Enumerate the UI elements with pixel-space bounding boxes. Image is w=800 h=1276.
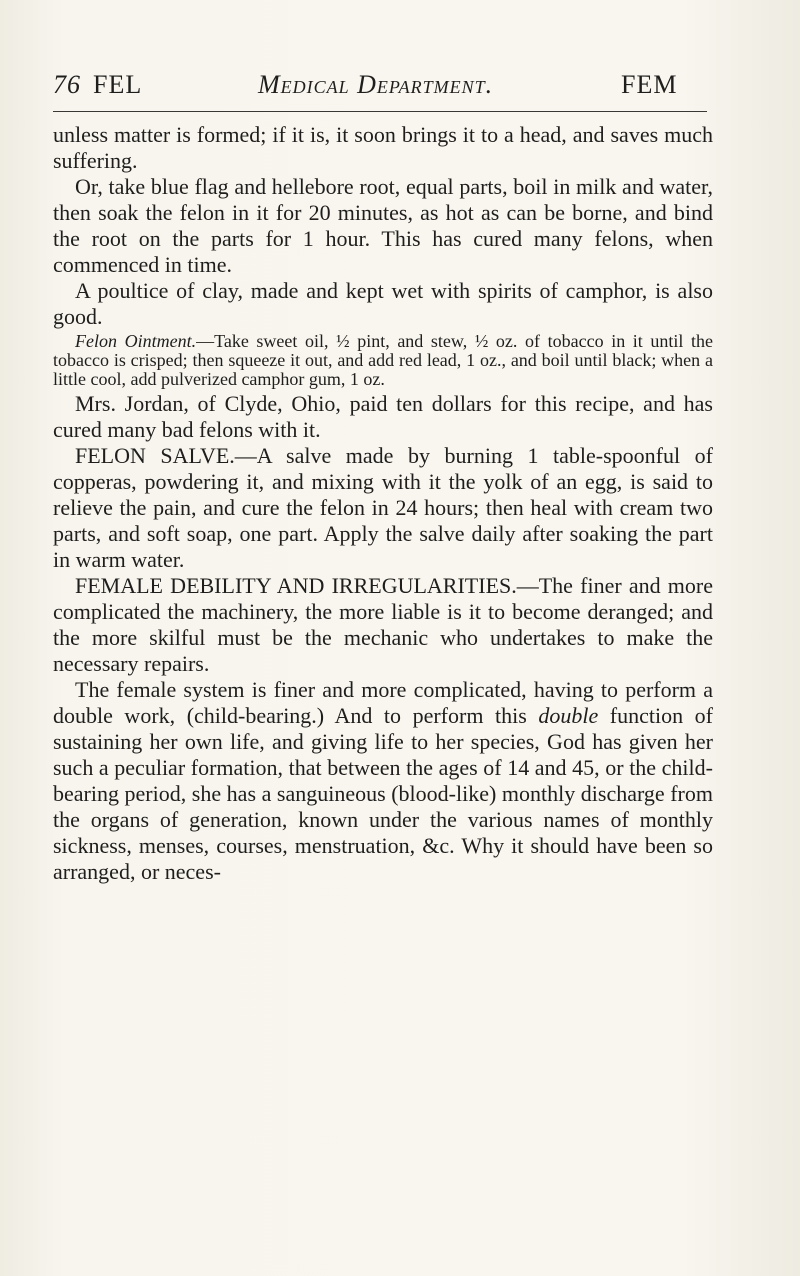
paragraph-blue-flag: Or, take blue flag and hellebore root, equal parts, boil in milk and water, then soak the felon in it for 20 minutes, as hot as can be borne, and bind the root on the parts for 1 hour. This has cured many felons, when commenced in time. [53,174,713,277]
guide-word-left: FEL [93,70,143,99]
female-system-text-start: The female system is finer and more complicated, having to perform a double work, (child-bearing.) And to perform this [53,677,713,728]
page-header [53,70,753,110]
paragraph-mrs-jordan: Mrs. Jordan, of Clyde, Ohio, paid ten dollars for this recipe, and has cured many bad felons with it. [53,391,713,442]
body-text [53,122,713,885]
guide-word-right: FEM [621,70,678,99]
female-system-emphasis: double [538,703,599,728]
paragraph-felon-ointment [53,332,713,389]
paragraph-continuation: unless matter is formed; if it is, it soon brings it to a head, and saves much suffering. [53,122,713,173]
felon-ointment-heading: Felon Ointment. [75,331,197,351]
paragraph-clay-poultice: A poultice of clay, made and kept wet with spirits of camphor, is also good. [53,278,713,329]
paragraph-female-debility: FEMALE DEBILITY AND IRREGULARITIES.—The finer and more complicated the machinery, the more liable is it to become deranged; and the more skilful must be the mechanic who undertakes to make the necessary repairs. [53,573,713,676]
header-rule [53,111,707,112]
paragraph-felon-salve: FELON SALVE.—A salve made by burning 1 table-spoonful of copperas, powdering it, and mixing with it the yolk of an egg, is said to relieve the pain, and cure the felon in 24 hours; then heal with cream two parts, and soft soap, one part. Apply the salve daily after soaking the part in warm water. [53,443,713,572]
paragraph-female-system [53,677,713,885]
running-title: Medical Department. [258,70,494,99]
page-number: 76 [53,70,81,99]
felon-ointment-text: —Take sweet oil, ½ pint, and stew, ½ oz. of tobacco in it until the tobacco is crisped; then squeeze it out, and add red lead, 1 oz., and boil until black; when a little cool, add pulverized camphor gum, 1 oz. [53,331,714,389]
female-system-text-end: function of sustaining her own life, and giving life to her species, God has given her such a peculiar formation, that between the ages of 14 and 45, or the child-bearing period, she has a sanguineous (blood-like) monthly discharge from the organs of generation, known under the various names of monthly sickness, menses, courses, menstruation, &c. Why it should have been so arranged, or neces- [53,703,713,884]
